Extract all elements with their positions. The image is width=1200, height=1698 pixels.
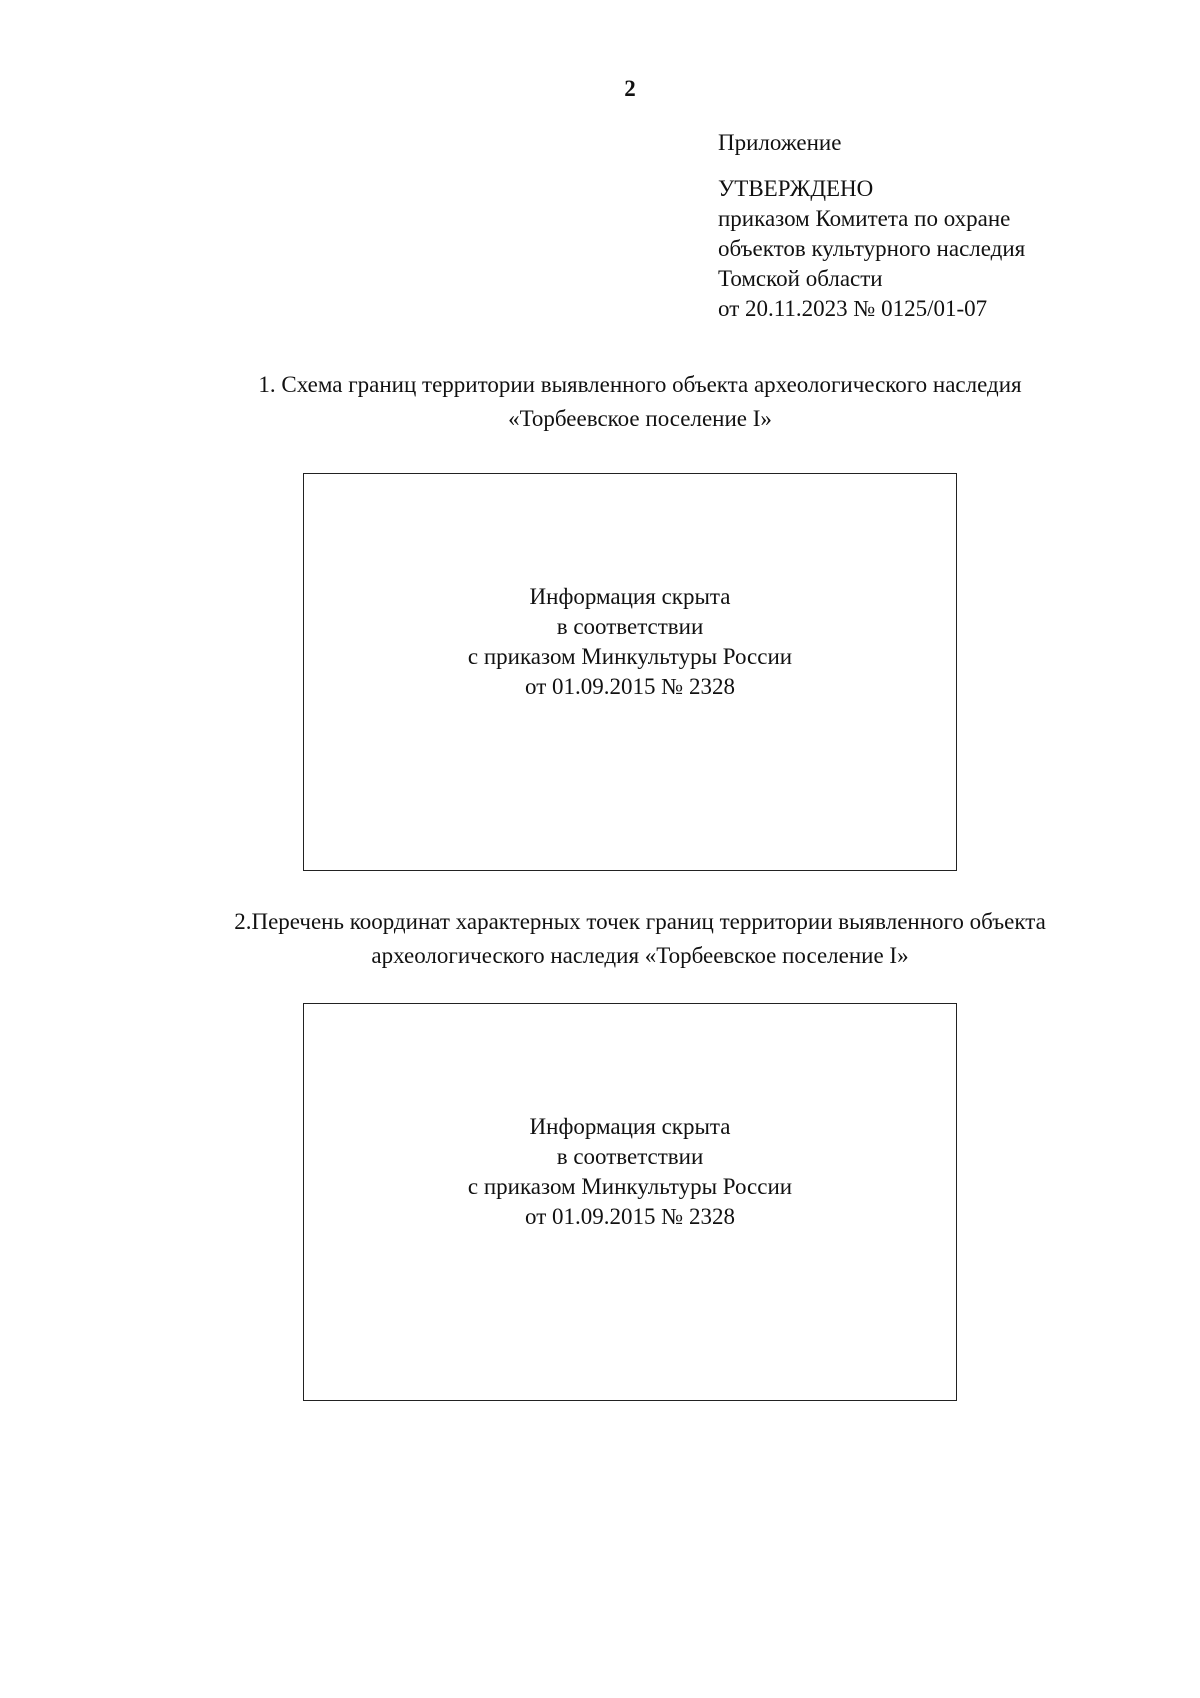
section-2-hidden-info-box	[303, 1003, 957, 1401]
hidden-notice-line: от 01.09.2015 № 2328	[525, 1204, 735, 1229]
heading-line: 1. Схема границ территории выявленного объекта археологического наследия	[258, 372, 1022, 397]
section-2-heading	[150, 905, 1130, 973]
approval-block	[718, 128, 1178, 324]
approval-line: приказом Комитета по охране	[718, 206, 1011, 231]
hidden-notice-line: в соответствии	[556, 1144, 704, 1169]
heading-line: «Торбеевское поселение I»	[508, 406, 772, 431]
heading-line: 2.Перечень координат характерных точек границ территории выявленного объекта	[234, 909, 1046, 934]
hidden-notice-line: с приказом Минкультуры России	[467, 644, 793, 669]
hidden-notice-line: Информация скрыта	[529, 1114, 731, 1139]
hidden-notice-line: в соответствии	[556, 614, 704, 639]
section-1-heading	[160, 368, 1120, 436]
hidden-notice-line: с приказом Минкультуры России	[467, 1174, 793, 1199]
appendix-label: Приложение	[718, 130, 842, 155]
approval-date-number: от 20.11.2023 № 0125/01-07	[718, 296, 988, 321]
page-number: 2	[624, 76, 636, 101]
approval-line: Томской области	[718, 266, 883, 291]
approval-stamp: УТВЕРЖДЕНО	[718, 176, 874, 201]
hidden-notice-line: Информация скрыта	[529, 584, 731, 609]
section-1-hidden-info-box	[303, 473, 957, 871]
approval-line: объектов культурного наследия	[718, 236, 1026, 261]
hidden-notice-line: от 01.09.2015 № 2328	[525, 674, 735, 699]
heading-line: археологического наследия «Торбеевское поселение I»	[371, 943, 909, 968]
